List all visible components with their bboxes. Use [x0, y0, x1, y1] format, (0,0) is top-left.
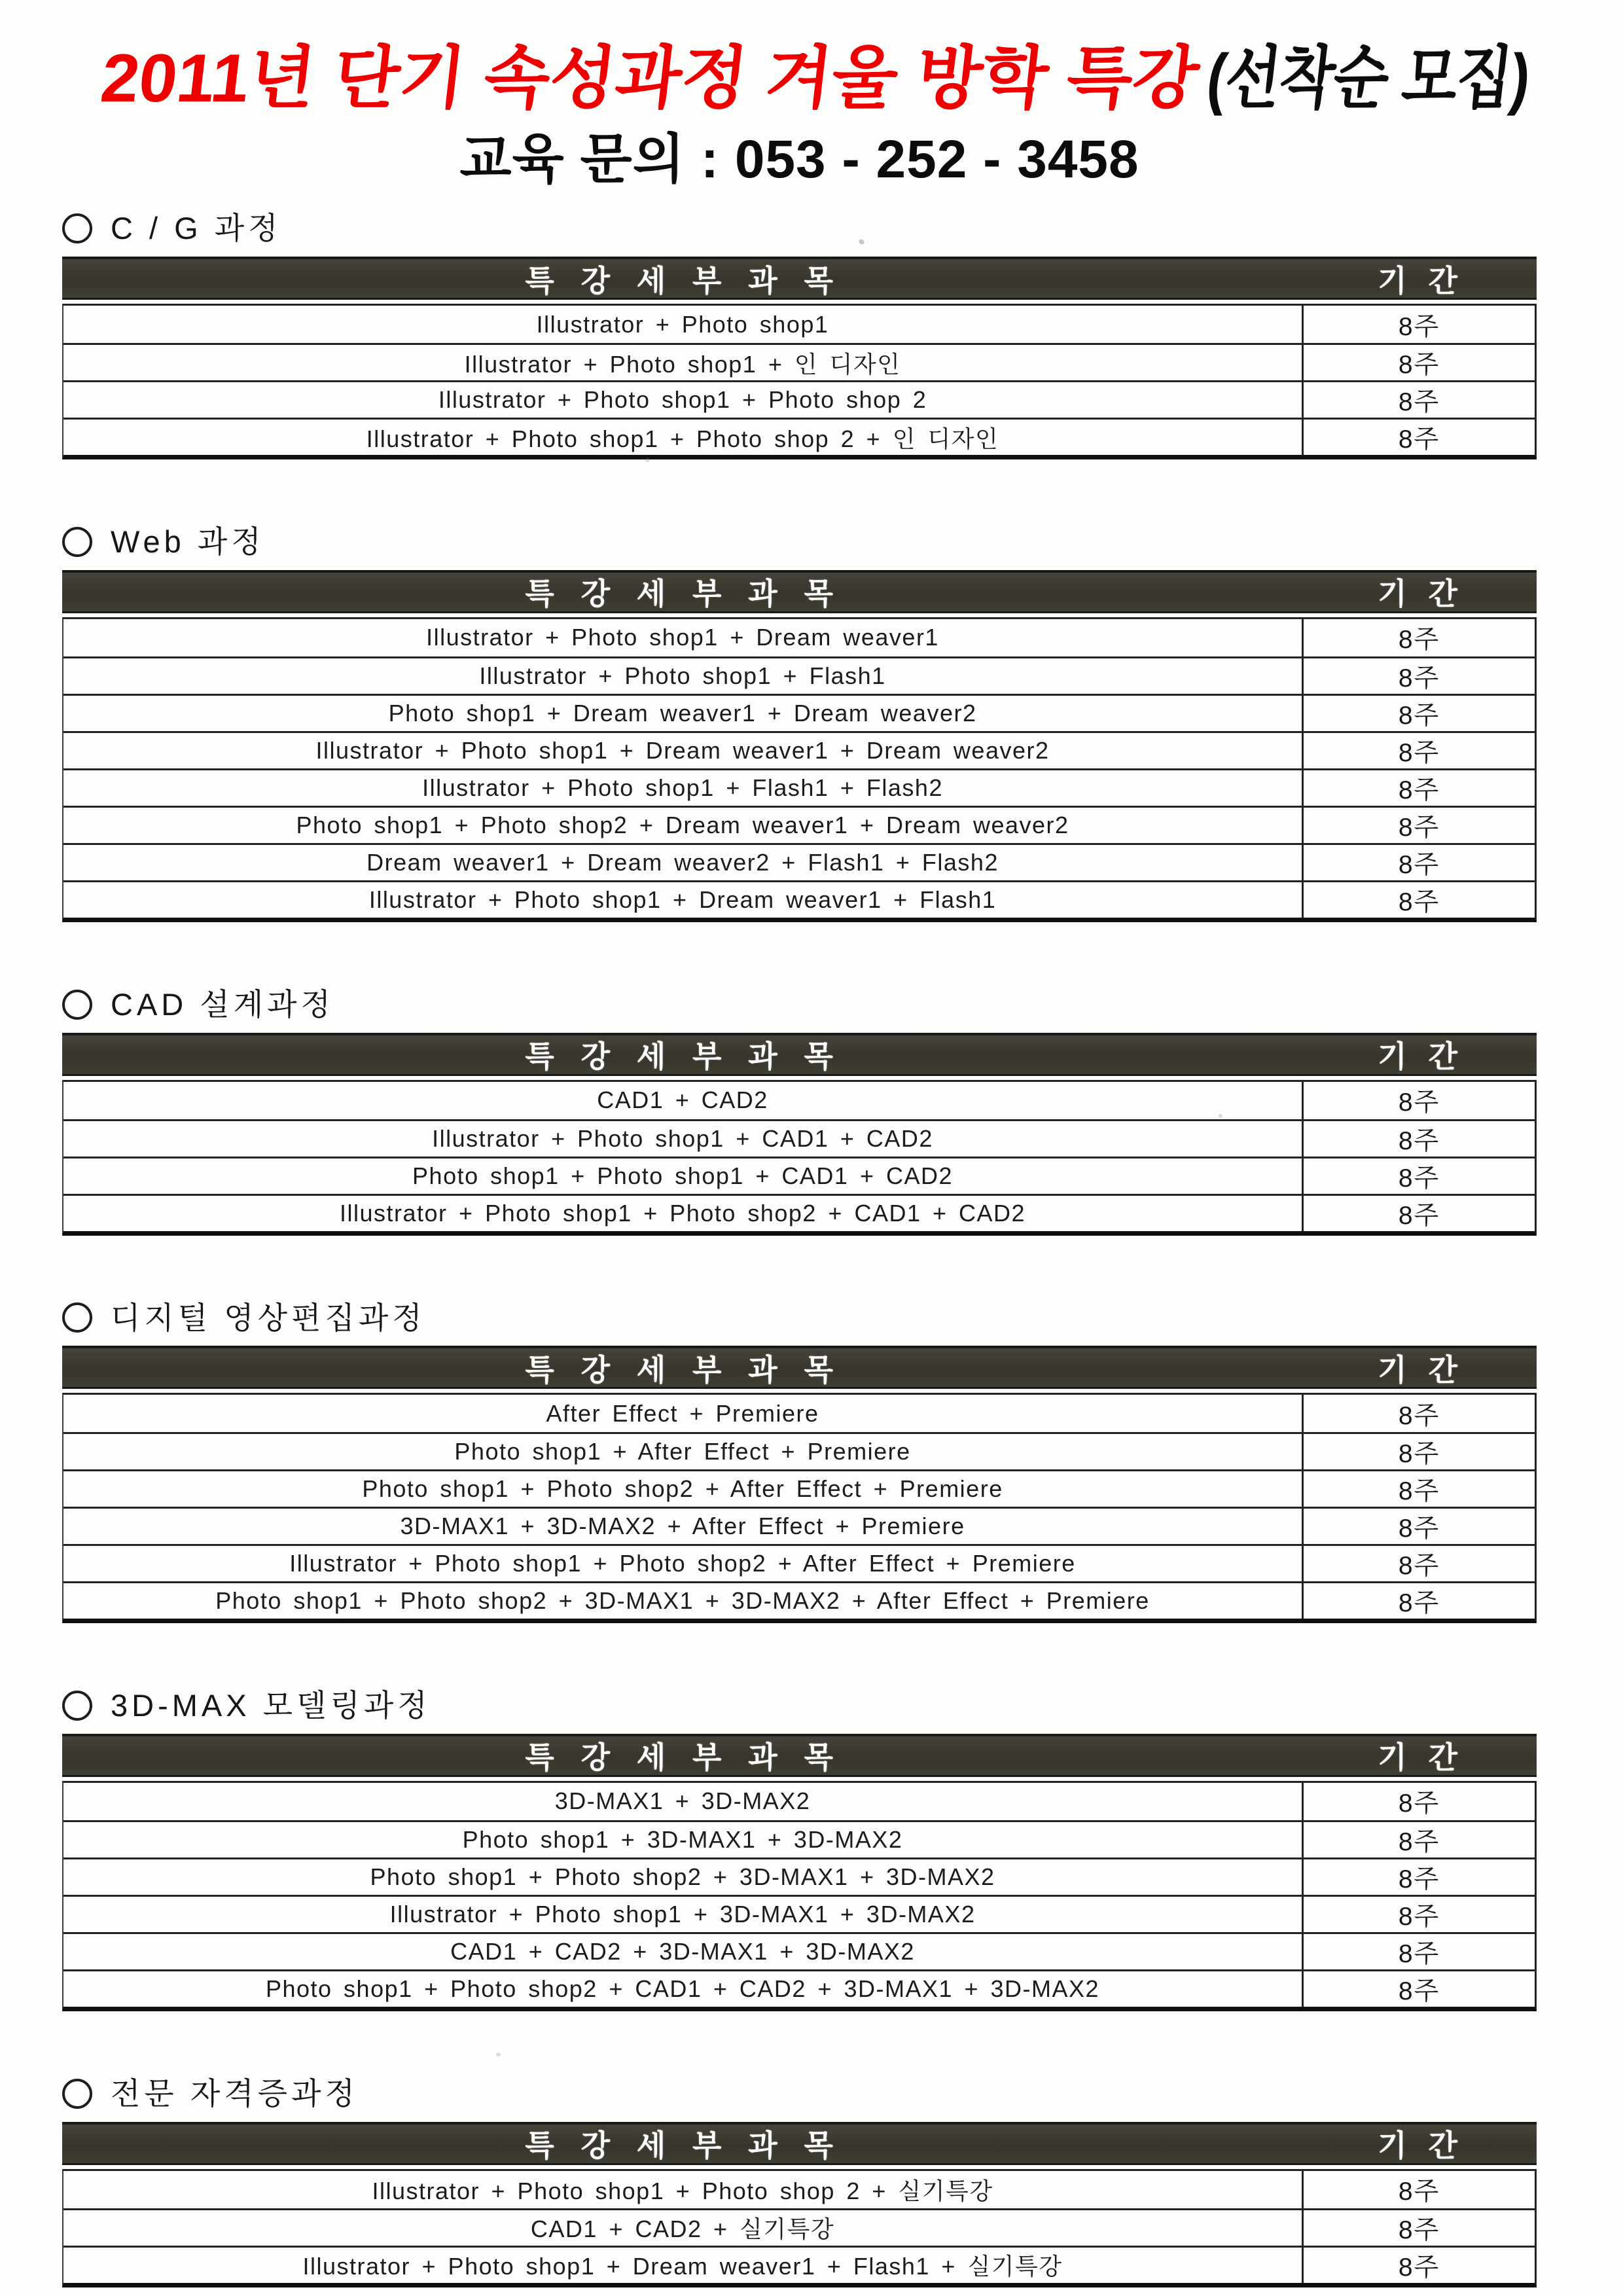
table-row: [63, 656, 1535, 694]
section-title: C / G 과정: [111, 211, 282, 246]
course-duration: 8주: [1398, 1088, 1440, 1117]
course-duration: 8주: [1398, 1126, 1440, 1155]
table-row: [63, 843, 1535, 880]
column-header-duration: 기 간: [1378, 577, 1464, 611]
course-combination: Photo shop1 + Photo shop2 + After Effect + Premiere: [63, 1471, 1304, 1507]
table-row: [63, 1395, 1535, 1432]
table-row: [63, 1432, 1535, 1469]
course-duration: 8주: [1398, 351, 1440, 380]
column-header-subject: 특 강 세 부 과 목: [525, 263, 842, 298]
table-row: [63, 1157, 1535, 1194]
section-certification: [62, 2077, 1537, 2287]
course-combination: Photo shop1 + Photo shop2 + 3D-MAX1 + 3D-MAX2: [63, 1859, 1304, 1895]
section-title: 3D-MAX 모델링과정: [111, 1688, 431, 1723]
course-combination: Photo shop1 + Photo shop2 + 3D-MAX1 + 3D-MAX2 + After Effect + Premiere: [63, 1583, 1304, 1619]
section-title: 디지털 영상편집과정: [111, 1300, 426, 1335]
course-duration: 8주: [1398, 1902, 1440, 1931]
column-header-duration: 기 간: [1378, 2128, 1464, 2163]
course-combination: Illustrator + Photo shop1 + Photo shop 2 + 인 디자인: [63, 420, 1304, 455]
circle-bullet-icon: [62, 1691, 92, 1721]
course-combination: Photo shop1 + 3D-MAX1 + 3D-MAX2: [63, 1822, 1304, 1857]
course-duration: 8주: [1398, 1440, 1440, 1469]
table-row: [63, 1119, 1535, 1157]
circle-bullet-icon: [62, 2079, 92, 2109]
page-title-main: 2011년 단기 속성과정 겨울 방학 특강: [97, 41, 1203, 117]
table-row: [63, 306, 1535, 343]
section-cad: [62, 988, 1537, 1236]
course-duration: 8주: [1398, 2178, 1440, 2206]
course-combination: Photo shop1 + Photo shop2 + CAD1 + CAD2 + 3D-MAX1 + 3D-MAX2: [63, 1971, 1304, 2007]
course-duration: 8주: [1398, 701, 1440, 730]
table-row: [63, 2208, 1535, 2246]
section-header: [62, 1689, 1537, 1723]
column-header-subject: 특 강 세 부 과 목: [525, 2128, 842, 2163]
course-combination: Photo shop1 + Photo shop2 + Dream weaver1 + Dream weaver2: [63, 808, 1304, 843]
table-body: [62, 1080, 1537, 1236]
course-duration: 8주: [1398, 1515, 1440, 1543]
section-header: [62, 2077, 1537, 2111]
table-row: [63, 380, 1535, 418]
course-combination: Illustrator + Photo shop1 + 인 디자인: [63, 345, 1304, 380]
course-combination: Illustrator + Photo shop1 + Dream weaver1 + Flash1 + 실기특강: [63, 2248, 1304, 2283]
table-row: [63, 418, 1535, 455]
table-row: [63, 1469, 1535, 1507]
course-duration: 8주: [1398, 1865, 1440, 1893]
course-combination: Illustrator + Photo shop1 + CAD1 + CAD2: [63, 1121, 1304, 1157]
table-row: [63, 806, 1535, 843]
course-combination: After Effect + Premiere: [63, 1395, 1304, 1432]
table-row: [63, 1932, 1535, 1969]
table-row: [63, 1581, 1535, 1619]
course-combination: 3D-MAX1 + 3D-MAX2 + After Effect + Premiere: [63, 1509, 1304, 1544]
table-row: [63, 768, 1535, 806]
section-header: [62, 525, 1537, 559]
column-header-duration: 기 간: [1378, 1039, 1464, 1074]
course-duration: 8주: [1398, 813, 1440, 842]
section-3dmax: [62, 1689, 1537, 2011]
column-header-subject: 특 강 세 부 과 목: [525, 1740, 842, 1775]
course-combination: Illustrator + Photo shop1 + Dream weaver1 + Dream weaver2: [63, 733, 1304, 768]
course-combination: Illustrator + Photo shop1 + Dream weaver1: [63, 619, 1304, 656]
course-duration: 8주: [1398, 1552, 1440, 1581]
table-header-bar: [62, 1346, 1537, 1389]
course-combination: Illustrator + Photo shop1 + Flash1: [63, 658, 1304, 694]
table-row: [63, 619, 1535, 656]
course-table: [62, 1033, 1537, 1236]
section-web: [62, 525, 1537, 922]
course-combination: CAD1 + CAD2 + 3D-MAX1 + 3D-MAX2: [63, 1934, 1304, 1969]
course-combination: CAD1 + CAD2 + 실기특강: [63, 2210, 1304, 2246]
circle-bullet-icon: [62, 990, 92, 1020]
table-body: [62, 304, 1537, 459]
table-row: [63, 1544, 1535, 1581]
table-row: [63, 1969, 1535, 2007]
contact-phone: 교육 문의 : 053 - 252 - 3458: [459, 130, 1139, 190]
table-row: [63, 1895, 1535, 1932]
section-header: [62, 211, 1537, 245]
course-duration: 8주: [1398, 776, 1440, 804]
section-cg: [62, 211, 1537, 459]
column-header-subject: 특 강 세 부 과 목: [525, 1352, 842, 1387]
course-table: [62, 2122, 1537, 2287]
course-duration: 8주: [1398, 888, 1440, 916]
table-header-bar: [62, 2122, 1537, 2165]
course-duration: 8주: [1398, 1401, 1440, 1430]
section-header: [62, 1301, 1537, 1335]
course-combination: Illustrator + Photo shop1 + Photo shop2 + After Effect + Premiere: [63, 1546, 1304, 1581]
course-combination: CAD1 + CAD2: [63, 1082, 1304, 1119]
table-body: [62, 1393, 1537, 1623]
course-combination: Illustrator + Photo shop1 + Photo shop 2: [63, 382, 1304, 418]
course-duration: 8주: [1398, 425, 1440, 454]
course-combination: Illustrator + Photo shop1 + Photo shop 2 + 실기특강: [63, 2171, 1304, 2208]
section-title: 전문 자격증과정: [111, 2075, 359, 2111]
table-row: [63, 1082, 1535, 1119]
course-duration: 8주: [1398, 1977, 1440, 2005]
course-combination: Photo shop1 + Dream weaver1 + Dream weaver2: [63, 696, 1304, 731]
table-row: [63, 2171, 1535, 2208]
section-digital-video: [62, 1301, 1537, 1624]
course-combination: Dream weaver1 + Dream weaver2 + Flash1 + Flash2: [63, 845, 1304, 880]
table-row: [63, 343, 1535, 380]
table-header-bar: [62, 1033, 1537, 1076]
column-header-subject: 특 강 세 부 과 목: [525, 1039, 842, 1074]
section-title: Web 과정: [111, 524, 265, 560]
course-duration: 8주: [1398, 388, 1440, 417]
scan-speck: [496, 2053, 501, 2056]
table-row: [63, 1194, 1535, 1231]
table-row: [63, 694, 1535, 731]
column-header-duration: 기 간: [1378, 1740, 1464, 1775]
table-row: [63, 880, 1535, 918]
table-row: [63, 1507, 1535, 1544]
table-body: [62, 1781, 1537, 2011]
page-title-suffix: (선착순 모집): [1203, 41, 1533, 117]
page-title: [96, 34, 1542, 124]
course-duration: 8주: [1398, 626, 1440, 655]
course-combination: Photo shop1 + Photo shop1 + CAD1 + CAD2: [63, 1158, 1304, 1194]
scan-speck: [645, 458, 650, 462]
circle-bullet-icon: [62, 527, 92, 557]
course-combination: Illustrator + Photo shop1 + 3D-MAX1 + 3D-MAX2: [63, 1897, 1304, 1932]
course-combination: Illustrator + Photo shop1 + Dream weaver1 + Flash1: [63, 882, 1304, 918]
course-combination: 3D-MAX1 + 3D-MAX2: [63, 1783, 1304, 1820]
course-duration: 8주: [1398, 1164, 1440, 1193]
course-table: [62, 1734, 1537, 2011]
scan-speck: [1219, 1114, 1222, 1118]
course-duration: 8주: [1398, 1789, 1440, 1818]
course-duration: 8주: [1398, 2215, 1440, 2244]
course-combination: Illustrator + Photo shop1 + Flash1 + Flash2: [63, 770, 1304, 806]
table-header-bar: [62, 1734, 1537, 1777]
course-duration: 8주: [1398, 1827, 1440, 1856]
table-row: [63, 1820, 1535, 1857]
course-combination: Illustrator + Photo shop1 + Photo shop2 + CAD1 + CAD2: [63, 1196, 1304, 1231]
course-duration: 8주: [1398, 1589, 1440, 1618]
course-duration: 8주: [1398, 1477, 1440, 1506]
table-row: [63, 1783, 1535, 1820]
table-body: [62, 617, 1537, 922]
table-header-bar: [62, 570, 1537, 613]
circle-bullet-icon: [62, 1302, 92, 1333]
course-duration: 8주: [1398, 312, 1440, 341]
column-header-duration: 기 간: [1378, 1352, 1464, 1387]
table-row: [63, 1857, 1535, 1895]
course-duration: 8주: [1398, 738, 1440, 767]
course-duration: 8주: [1398, 1939, 1440, 1968]
table-row: [63, 731, 1535, 768]
column-header-subject: 특 강 세 부 과 목: [525, 577, 842, 611]
course-duration: 8주: [1398, 850, 1440, 879]
course-table: [62, 1346, 1537, 1623]
course-combination: Illustrator + Photo shop1: [63, 306, 1304, 343]
course-duration: 8주: [1398, 664, 1440, 692]
course-duration: 8주: [1398, 1201, 1440, 1230]
circle-bullet-icon: [62, 213, 92, 243]
table-row: [63, 2246, 1535, 2283]
table-body: [62, 2169, 1537, 2287]
course-duration: 8주: [1398, 2253, 1440, 2282]
section-header: [62, 988, 1537, 1022]
column-header-duration: 기 간: [1378, 263, 1464, 298]
course-table: [62, 570, 1537, 922]
section-title: CAD 설계과정: [111, 986, 334, 1022]
course-combination: Photo shop1 + After Effect + Premiere: [63, 1434, 1304, 1469]
course-table: [62, 257, 1537, 459]
table-header-bar: [62, 257, 1537, 300]
